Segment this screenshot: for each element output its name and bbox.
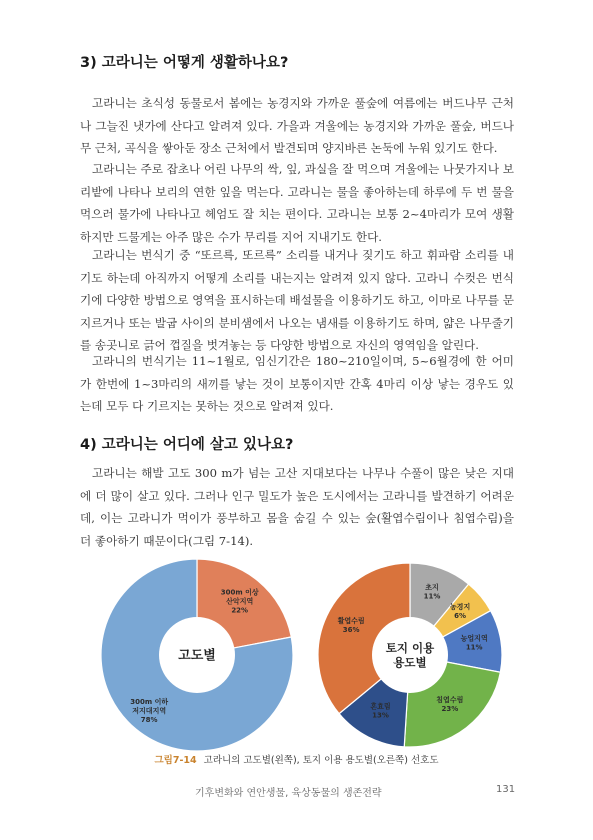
slice-label: 초지 11% <box>423 583 441 601</box>
slice-label: 침엽수림 23% <box>436 695 464 713</box>
section-4-paragraph: 고라니는 해발 고도 300 m가 넘는 고산 지대보다는 나무나 수풀이 많은 낮은 지대에 더 많이 살고 있다. 그러나 인구 밀도가 높은 도시에서는 고라니를 발견하기 어려운데, 이는 고라니가 먹이가 풍부하고 몸을 숨길 수 있는 숲(활엽수림이나 침엽수림)을 더 좋아하기 때문이다(그림 7-14). <box>80 466 514 548</box>
habitat-preference-charts <box>95 555 505 755</box>
section-4-heading: 4) 고라니는 어디에 살고 있나요? <box>80 437 294 453</box>
section-3-paragraph: 고라니는 주로 잡초나 어린 나무의 싹, 잎, 과실을 잘 먹으며 겨울에는 나뭇가지나 보리밭에 나타나 보리의 연한 잎을 먹는다. 고라니는 물을 좋아하는데 하루에 두 번 물을 먹으러 물가에 나타나고 헤엄도 잘 치는 편이다. 고라니는 보통 2~4마리가 모여 생활하지만 드물게는 아주 많은 수가 무리를 지어 지내기도 한다. <box>80 162 514 244</box>
slice-label: 농업지역 11% <box>460 634 488 652</box>
figure-label: 그림7-14 <box>154 755 197 766</box>
chart-center-label: 토지 이용 용도별 <box>385 641 435 670</box>
figure-caption-text: 고라니의 고도별(왼쪽), 토지 이용 용도별(오른쪽) 선호도 <box>203 755 439 766</box>
section-3-heading: 3) 고라니는 어떻게 생활하나요? <box>80 55 289 71</box>
slice-label: 활엽수림 36% <box>337 616 365 634</box>
figure-caption <box>0 752 593 766</box>
chart-center-label: 고도별 <box>178 648 216 664</box>
slice-label: 300m 이상 산악지역 22% <box>220 588 259 615</box>
section-3-paragraph: 고라니는 초식성 동물로서 봄에는 농경지와 가까운 풀숲에 여름에는 버드나무 근처나 그늘진 냇가에 산다고 알려져 있다. 가을과 겨울에는 농경지와 가까운 풀숲, 버드나무 근처, 곡식을 쌓아둔 장소 근처에서 발견되며 양지바른 논둑에 누워 있기도 한다. <box>80 96 514 156</box>
page-number: 131 <box>496 784 516 795</box>
section-3-paragraph: 고라니의 번식기는 11~1월로, 임신기간은 180~210일이며, 5~6월경에 한 어미가 한번에 1~3마리의 새끼를 낳는 것이 보통이지만 간혹 4마리 이상 낳는 경우도 있는데 모두 다 기르지는 못하는 것으로 알려져 있다. <box>80 354 514 414</box>
slice-label: 300m 이하 저지대지역 78% <box>130 697 169 724</box>
section-3-paragraph: 고라니는 번식기 중 “또르륵, 또르륵” 소리를 내거나 짖기도 하고 휘파람 소리를 내기도 하는데 아직까지 어떻게 소리를 내는지는 알려져 있지 않다. 고라니 수컷은 번식기에 다양한 방법으로 영역을 표시하는데 배설물을 이용하기도 하고, 이마로 나무를 문지르거나 또는 발굽 사이의 분비샘에서 나오는 냄새를 이용하기도 하며, 얇은 나무줄기를 송곳니로 긁어 껍질을 벗겨놓는 등 다양한 방법으로 자신의 영역임을 알린다. <box>80 248 514 353</box>
footer-book-title: 기후변화와 연안생물, 육상동물의 생존전략 <box>195 788 382 799</box>
slice-label: 혼효림 13% <box>370 702 391 720</box>
slice-label: 농경지 6% <box>449 603 471 621</box>
